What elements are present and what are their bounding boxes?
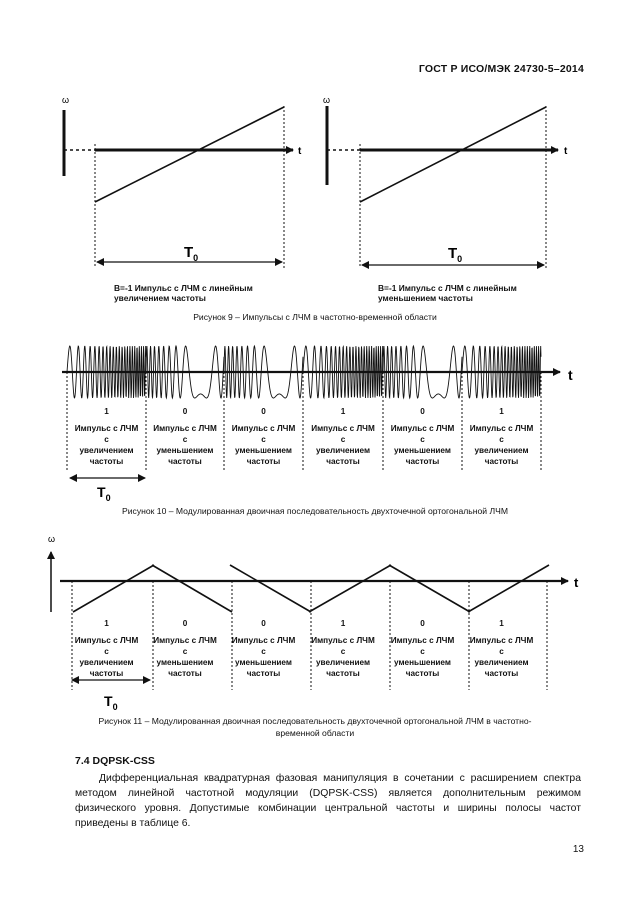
page-number: 13 xyxy=(572,844,584,855)
bit-value: 0 xyxy=(261,407,266,416)
bit-description-line: частоты xyxy=(484,669,519,678)
bit-description-line: уменьшением xyxy=(394,658,451,667)
up-chirp-ramp xyxy=(73,565,154,612)
bit-description-line: Импульс с ЛЧМ xyxy=(390,424,455,433)
fig9-left-description-line2: увеличением частоты xyxy=(114,293,206,303)
fig11-frequency-ramps xyxy=(73,565,549,612)
bit-value: 0 xyxy=(261,619,266,628)
bit-value: 1 xyxy=(499,407,504,416)
fig9-left-description-line1: В=-1 Импульс с ЛЧМ с линейным xyxy=(114,283,253,293)
fig9-right-period-label: $T_0$ xyxy=(448,245,463,264)
bit-description-line: Импульс с ЛЧМ xyxy=(231,424,296,433)
bit-description-line: с xyxy=(182,435,188,444)
bit-description-line: частоты xyxy=(326,669,360,678)
bit-description-line: с xyxy=(499,435,504,444)
bit-description-line: частоты xyxy=(326,457,360,466)
down-chirp-ramp xyxy=(152,565,232,612)
fig11-t-label: t xyxy=(574,575,579,590)
bit-description-line: с xyxy=(420,435,425,444)
bit-description-line: Импульс с ЛЧМ xyxy=(231,636,296,645)
figure-11-caption-line1: Рисунок 11 – Модулированная двоичная последовательность двухточечной ортогональной ЛЧМ в частотно- xyxy=(98,716,532,726)
bit-description-line: Импульс с ЛЧМ xyxy=(469,636,534,645)
bit-description-line: увеличением xyxy=(315,446,371,455)
bit-description-line: Импульс с ЛЧМ xyxy=(311,636,375,645)
bit-description-line: частоты xyxy=(168,457,202,466)
bit-description-line: уменьшением xyxy=(235,446,292,455)
down-chirp-ramp xyxy=(389,565,470,612)
bit-description-line: уменьшением xyxy=(394,446,451,455)
fig9-right-description-line1: В=-1 Импульс с ЛЧМ с линейным xyxy=(378,283,517,293)
bit-description-line: частоты xyxy=(246,669,281,678)
up-chirp-ramp xyxy=(309,565,391,612)
fig10-t-label: t xyxy=(568,367,573,383)
bit-description-line: с xyxy=(420,647,425,656)
fig9-left-period-label: $T_0$ xyxy=(184,244,199,263)
fig9-right-description-line2: уменьшением частоты xyxy=(378,293,473,303)
fig9-right-omega-label: ω xyxy=(323,95,331,105)
bit-description-line: частоты xyxy=(405,669,440,678)
bit-description-line: с xyxy=(182,647,188,656)
bit-value: 1 xyxy=(104,619,109,628)
bit-description-line: с xyxy=(104,647,109,656)
bit-value: 1 xyxy=(499,619,504,628)
bit-description-line: Импульс с ЛЧМ xyxy=(469,424,534,433)
bit-description-line: частоты xyxy=(89,669,124,678)
bit-value: 1 xyxy=(340,619,346,628)
bit-value: 1 xyxy=(340,407,346,416)
fig9-right-t-label: t xyxy=(564,146,568,157)
standard-header: ГОСТ Р ИСО/МЭК 24730-5–2014 xyxy=(418,63,584,75)
bit-description-line: уменьшением xyxy=(156,446,214,455)
bit-description-line: Импульс с ЛЧМ xyxy=(74,636,139,645)
bit-value: 0 xyxy=(182,619,188,628)
bit-description-line: частоты xyxy=(168,669,202,678)
figure-10-caption: Рисунок 10 – Модулированная двоичная последовательность двухточечной ортогональной ЛЧМ xyxy=(121,506,508,516)
bit-description-line: с xyxy=(104,435,109,444)
bit-description-line: частоты xyxy=(89,457,124,466)
bit-description-line: увеличением xyxy=(474,658,529,667)
bit-description-line: увеличением xyxy=(315,658,371,667)
bit-description-line: с xyxy=(340,647,346,656)
bit-description-line: с xyxy=(499,647,504,656)
fig11-omega-label: ω xyxy=(48,534,56,544)
bit-description-line: с xyxy=(340,435,346,444)
bit-description-line: Импульс с ЛЧМ xyxy=(153,636,217,645)
up-chirp-ramp xyxy=(468,565,549,612)
bit-description-line: Импульс с ЛЧМ xyxy=(74,424,139,433)
figure-9-caption: Рисунок 9 – Импульсы с ЛЧМ в частотно-временной области xyxy=(193,312,437,322)
bit-description-line: с xyxy=(261,647,266,656)
bit-description-line: с xyxy=(261,435,266,444)
section-paragraph: Дифференциальная квадратурная фазовая манипуляция в сочетании с расширением спектра методом линейной частотной модуляции (DQPSK-CSS) является дополнительным режимом физического уровня. Допустимые комбинации центральной частоты и ширины полосы частот приведены в таблице 6. xyxy=(75,773,581,829)
bit-description-line: частоты xyxy=(405,457,440,466)
fig11-period-label: $T_0$ xyxy=(104,693,118,712)
section-heading: 7.4 DQPSK-CSS xyxy=(75,755,155,767)
bit-value: 0 xyxy=(182,407,188,416)
fig9-left-omega-label: ω xyxy=(62,95,70,105)
bit-value: 0 xyxy=(420,407,425,416)
figure-11-caption-line2: временной области xyxy=(275,728,355,738)
bit-description-line: частоты xyxy=(246,457,281,466)
bit-description-line: увеличением xyxy=(79,658,134,667)
bit-description-line: увеличением xyxy=(474,446,529,455)
bit-description-line: Импульс с ЛЧМ xyxy=(153,424,217,433)
down-chirp-ramp xyxy=(230,565,311,612)
bit-description-line: уменьшением xyxy=(156,658,214,667)
bit-description-line: Импульс с ЛЧМ xyxy=(311,424,375,433)
fig9-left-t-label: t xyxy=(298,146,302,157)
bit-value: 0 xyxy=(420,619,425,628)
bit-description-line: Импульс с ЛЧМ xyxy=(390,636,455,645)
bit-description-line: увеличением xyxy=(79,446,134,455)
bit-description-line: частоты xyxy=(484,457,519,466)
fig10-period-label: $T_0$ xyxy=(97,484,111,503)
bit-value: 1 xyxy=(104,407,109,416)
bit-description-line: уменьшением xyxy=(235,658,292,667)
